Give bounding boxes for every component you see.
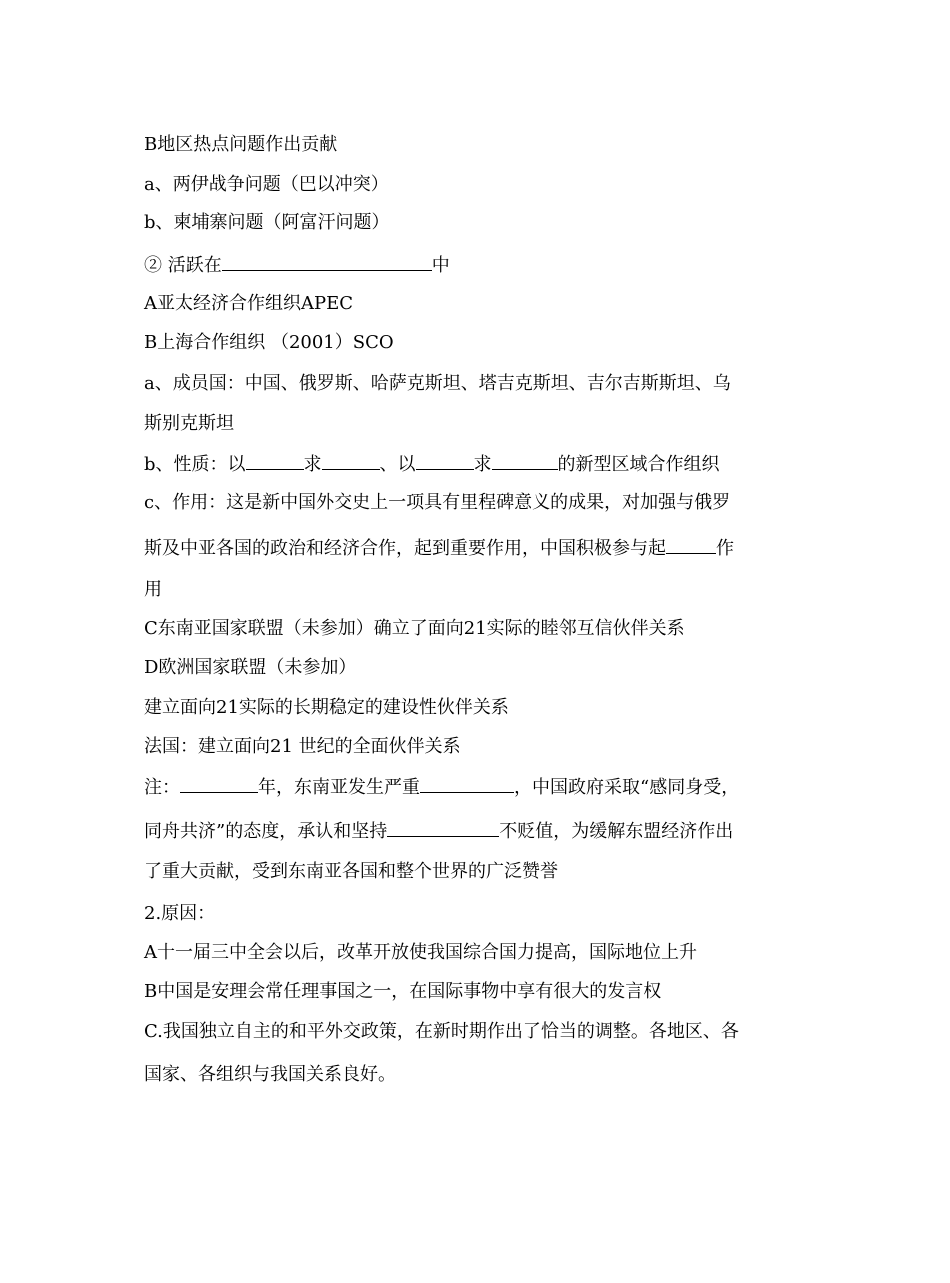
fill-in-blank[interactable] xyxy=(666,535,716,554)
text-line xyxy=(144,252,450,278)
text-segment: 同舟共济”的态度，承认和坚持 xyxy=(144,821,388,842)
text-line: a、两伊战争问题（巴以冲突） xyxy=(144,174,389,195)
fill-in-blank[interactable] xyxy=(222,252,432,271)
text-segment: ② 活跃在 xyxy=(144,255,222,276)
fill-in-blank[interactable] xyxy=(180,774,258,793)
text-line xyxy=(144,451,720,477)
text-line: 斯别克斯坦 xyxy=(144,413,234,434)
text-line: A亚太经济合作组织APEC xyxy=(144,293,354,314)
text-line xyxy=(144,535,734,561)
text-line: c、作用：这是新中国外交史上一项具有里程碑意义的成果，对加强与俄罗 xyxy=(144,492,731,513)
text-line: B中国是安理会常任理事国之一，在国际事物中享有很大的发言权 xyxy=(144,981,662,1002)
text-segment: 、以 xyxy=(379,454,416,475)
text-segment: 中 xyxy=(431,255,450,276)
text-segment: ，中国政府采取“感同身受， xyxy=(514,777,740,798)
text-segment: 的新型区域合作组织 xyxy=(557,454,720,475)
text-line: B上海合作组织 （2001）SCO xyxy=(144,332,394,353)
fill-in-blank[interactable] xyxy=(246,451,304,470)
text-line: a、成员国：中国、俄罗斯、哈萨克斯坦、塔吉克斯坦、吉尔吉斯斯坦、乌 xyxy=(144,373,731,394)
text-line: A十一届三中全会以后，改革开放使我国综合国力提高，国际地位上升 xyxy=(144,942,697,963)
text-line: C.我国独立自主的和平外交政策，在新时期作出了恰当的调整。各地区、各 xyxy=(144,1021,739,1042)
text-segment: 注： xyxy=(144,777,180,798)
text-line: b、柬埔寨问题（阿富汗问题） xyxy=(144,212,390,233)
fill-in-blank[interactable] xyxy=(387,818,499,837)
text-line: 用 xyxy=(144,579,162,600)
text-segment: 求 xyxy=(303,454,322,475)
text-line: C东南亚国家联盟（未参加）确立了面向21实际的睦邻互信伙伴关系 xyxy=(144,618,685,639)
fill-in-blank[interactable] xyxy=(416,451,474,470)
text-line: 建立面向21实际的长期稳定的建设性伙伴关系 xyxy=(144,697,509,718)
text-line xyxy=(144,818,733,844)
text-line: D欧洲国家联盟（未参加） xyxy=(144,657,357,678)
text-line xyxy=(144,774,739,800)
text-segment: 不贬值，为缓解东盟经济作出 xyxy=(499,821,734,842)
fill-in-blank[interactable] xyxy=(322,451,380,470)
text-line: 国家、各组织与我国关系良好。 xyxy=(144,1064,396,1085)
text-line: B地区热点问题作出贡献 xyxy=(144,134,338,155)
fill-in-blank[interactable] xyxy=(492,451,558,470)
text-segment: b、性质：以 xyxy=(144,454,246,475)
text-line: 了重大贡献，受到东南亚各国和整个世界的广泛赞誉 xyxy=(144,861,558,882)
text-line: 法国：建立面向21 世纪的全面伙伴关系 xyxy=(144,736,461,757)
text-line: 2.原因： xyxy=(144,903,216,924)
text-segment: 作 xyxy=(716,538,734,559)
text-segment: 年，东南亚发生严重 xyxy=(258,777,420,798)
text-segment: 斯及中亚各国的政治和经济合作，起到重要作用，中国积极参与起 xyxy=(144,538,666,559)
text-segment: 求 xyxy=(473,454,492,475)
fill-in-blank[interactable] xyxy=(420,774,514,793)
